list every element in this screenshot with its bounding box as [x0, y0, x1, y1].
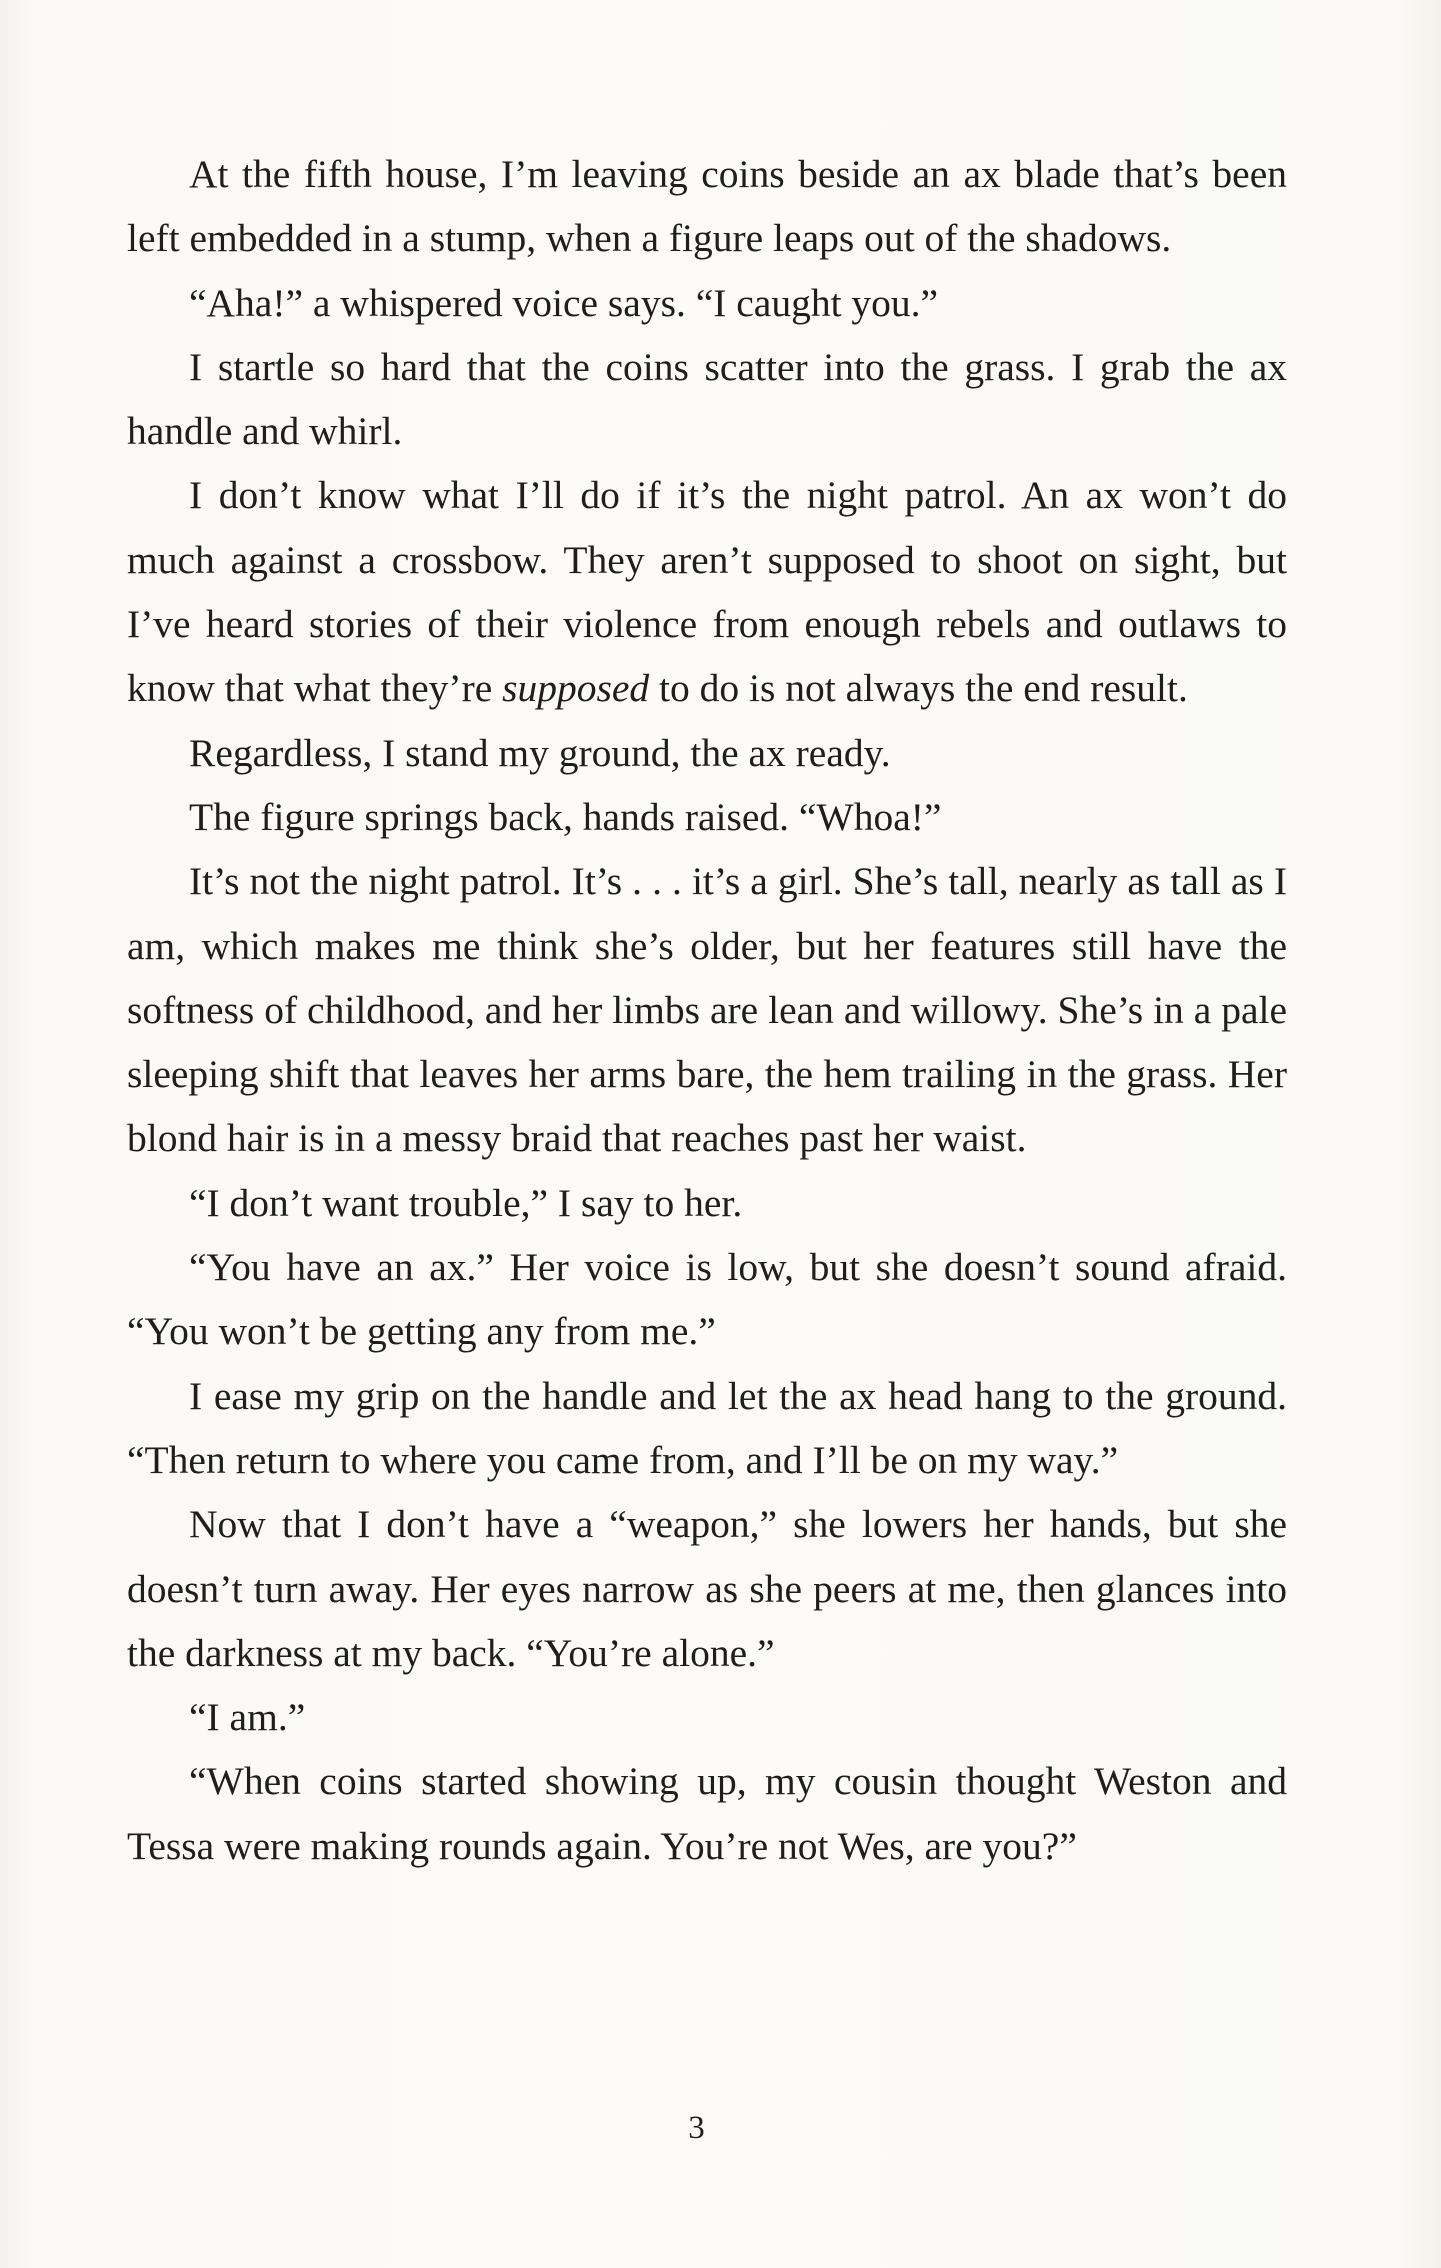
paragraph-4-text: I don’t know what I’ll do if it’s the night patrol. An ax won’t do much against a crossbow. They aren’t supposed to shoot on sight, but I’ve heard stories of their violence from enough rebels and outlaws to know that what they’re [127, 473, 1287, 711]
paragraph-8: “I don’t want trouble,” I say to her. [189, 1180, 743, 1225]
paragraph-1: At the fifth house, I’m leaving coins beside an ax blade that’s been left embedded in a stump, when a figure leaps out of the shadows. [127, 152, 1287, 261]
paragraph-7: It’s not the night patrol. It’s . . . it’s a girl. She’s tall, nearly as tall as I am, which makes me think she’s older, but her features still have the softness of childhood, and her limbs are lean and willowy. She’s in a pale sleeping shift that leaves her arms bare, the hem trailing in the grass. Her blond hair is in a messy braid that reaches past her waist. [127, 859, 1287, 1161]
paragraph-4-emphasis: supposed [502, 666, 650, 711]
paragraph-10: I ease my grip on the handle and let the ax head hang to the ground. “Then return to where you came from, and I’ll be on my way.” [127, 1373, 1287, 1482]
paragraph-2: “Aha!” a whispered voice says. “I caught you.” [189, 280, 939, 325]
paragraph-6: The figure springs back, hands raised. “Whoa!” [189, 794, 942, 839]
paragraph-9: “You have an ax.” Her voice is low, but she doesn’t sound afraid. “You won’t be getting any from me.” [127, 1245, 1287, 1354]
paragraph-4 [127, 463, 1287, 720]
page-number: 3 [688, 2110, 705, 2146]
body-text [127, 142, 1287, 1878]
paragraph-12: “I am.” [189, 1695, 306, 1740]
paragraph-5: Regardless, I stand my ground, the ax ready. [189, 730, 891, 775]
paragraph-11: Now that I don’t have a “weapon,” she lowers her hands, but she doesn’t turn away. Her eyes narrow as she peers at me, then glances into the darkness at my back. “You’re alone.” [127, 1502, 1287, 1675]
paragraph-13: “When coins started showing up, my cousin thought Weston and Tessa were making rounds again. You’re not Wes, are you?” [127, 1759, 1287, 1868]
paragraph-4-tail: to do is not always the end result. [649, 666, 1188, 711]
paragraph-3: I startle so hard that the coins scatter into the grass. I grab the ax handle and whirl. [127, 344, 1287, 454]
